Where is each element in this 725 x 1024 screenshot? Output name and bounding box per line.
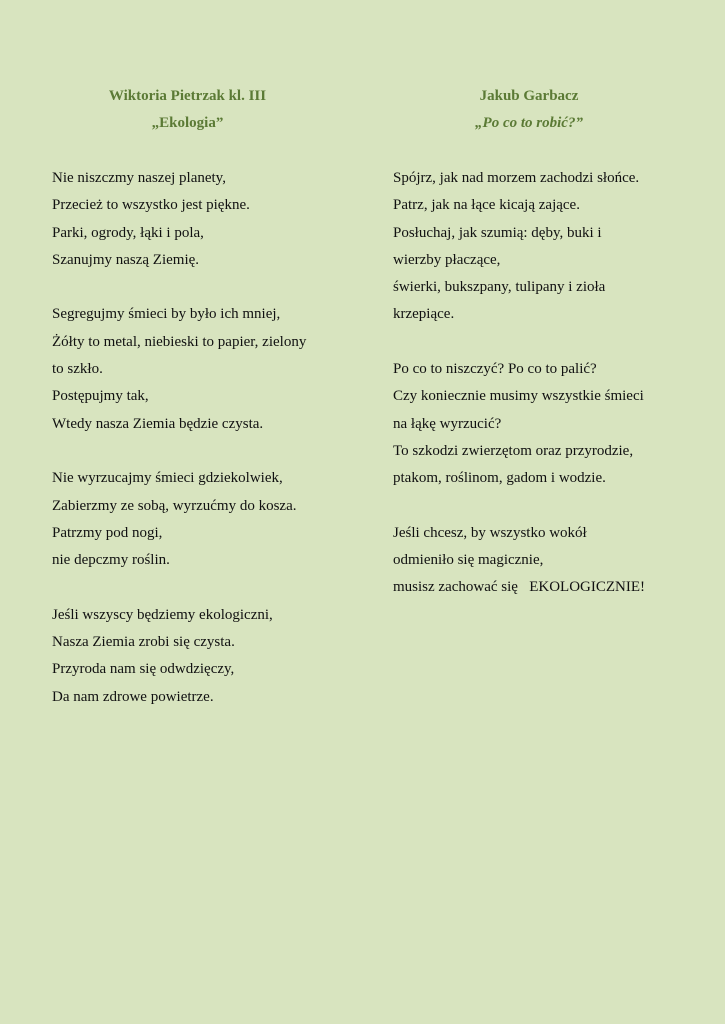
left-poem-title: „Ekologia”	[151, 115, 224, 131]
left-poem-author: Wiktoria Pietrzak kl. III	[108, 88, 267, 104]
poem-line: Parki, ogrody, łąki i pola,	[52, 224, 204, 241]
stanza	[393, 520, 713, 602]
poem-line: krzepiące.	[393, 306, 455, 323]
stanza	[52, 602, 372, 711]
right-poem-title: „Po co to robić?”	[475, 115, 583, 131]
left-poem-body	[52, 165, 372, 711]
poem-line: Patrz, jak na łące kicają zające.	[393, 197, 580, 214]
poem-line: Nasza Ziemia zrobi się czysta.	[52, 634, 235, 651]
poem-line: Segregujmy śmieci by było ich mniej,	[52, 306, 281, 323]
poem-line: Przyroda nam się odwdzięczy,	[52, 661, 235, 678]
poem-line: Wtedy nasza Ziemia będzie czysta.	[52, 415, 264, 432]
poem-line: To szkodzi zwierzętom oraz przyrodzie,	[393, 442, 634, 459]
poem-line: Czy koniecznie musimy wszystkie śmieci	[393, 388, 644, 405]
right-poem-author: Jakub Garbacz	[479, 88, 579, 104]
poem-line: Nie niszczmy naszej planety,	[52, 170, 226, 186]
left-poem-column	[52, 84, 372, 738]
poem-line: Zabierzmy ze sobą, wyrzućmy do kosza.	[52, 497, 297, 514]
poem-line: Posłuchaj, jak szumią: dęby, buki i	[393, 224, 602, 241]
poem-line: Jeśli chcesz, by wszystko wokół	[393, 524, 587, 541]
poem-line: Przecież to wszystko jest piękne.	[52, 197, 250, 214]
poem-line: Nie wyrzucajmy śmieci gdziekolwiek,	[52, 470, 283, 487]
poem-line: Żółty to metal, niebieski to papier, zielony	[52, 333, 307, 350]
stanza	[52, 165, 372, 274]
stanza	[52, 301, 372, 437]
poem-line: Da nam zdrowe powietrze.	[52, 688, 214, 705]
poem-line: Jeśli wszyscy będziemy ekologiczni,	[52, 606, 273, 623]
poem-line: to szkło.	[52, 361, 103, 378]
stanza	[393, 165, 713, 329]
poem-line: musisz zachować się EKOLOGICZNIE!	[393, 579, 646, 596]
poem-line: Patrzmy pod nogi,	[52, 524, 163, 541]
poem-line: wierzby płaczące,	[393, 251, 501, 268]
poem-line: ptakom, roślinom, gadom i wodzie.	[393, 470, 606, 487]
stanza	[52, 465, 372, 574]
right-poem-body	[393, 165, 713, 602]
poem-line: Szanujmy naszą Ziemię.	[52, 251, 200, 268]
poem-line: Spójrz, jak nad morzem zachodzi słońce.	[393, 170, 640, 186]
poem-line: odmieniło się magicznie,	[393, 552, 544, 569]
stanza	[393, 356, 713, 492]
poem-line: Po co to niszczyć? Po co to palić?	[393, 361, 597, 378]
poem-line: nie depczmy roślin.	[52, 552, 170, 569]
poem-line: świerki, bukszpany, tulipany i zioła	[393, 279, 606, 296]
poem-line: na łąkę wyrzucić?	[393, 415, 502, 432]
right-poem-column	[393, 84, 713, 629]
poem-line: Postępujmy tak,	[52, 388, 149, 405]
